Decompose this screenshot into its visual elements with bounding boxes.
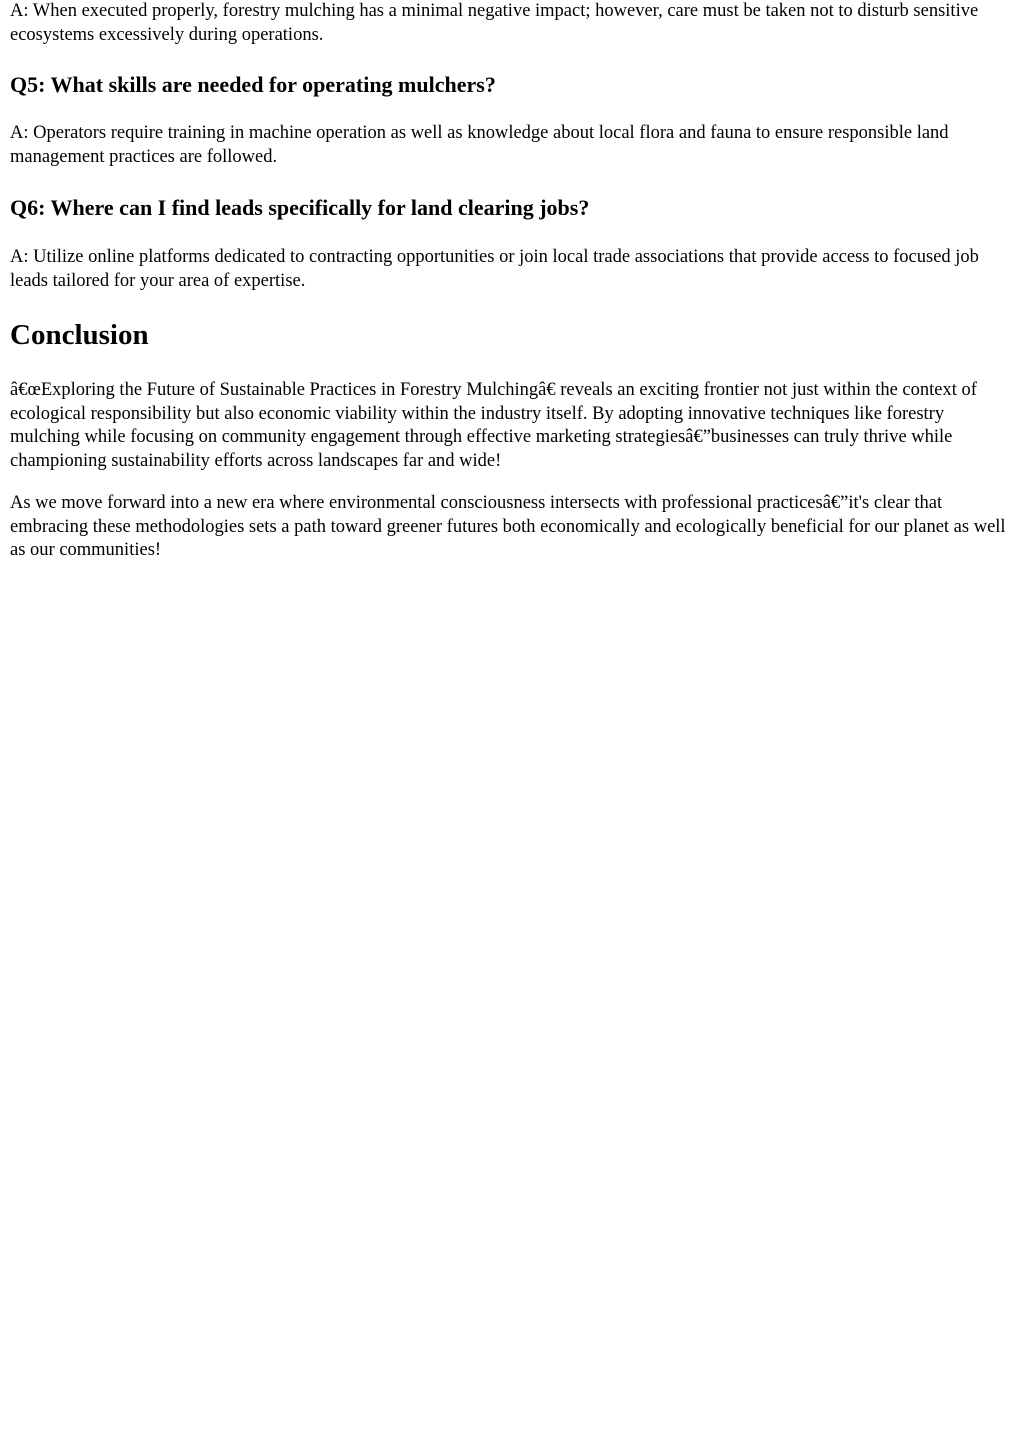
conclusion-paragraph-1: â€œExploring the Future of Sustainable Practices in Forestry Mulchingâ€ reveals an exciting frontier not just within the context of ecological responsibility but also economic viability within the industry itself. By adopting innovative techniques like forestry mulching while focusing on community engagement through effective marketing strategiesâ€”businesses can truly thrive while championing sustainability efforts across landscapes far and wide! <box>10 380 977 471</box>
faq-question-5-heading: Q5: What skills are needed for operating mulchers? <box>10 72 496 97</box>
faq-answer-5: A: Operators require training in machine operation as well as knowledge about local flora and fauna to ensure responsible land management practices are followed. <box>10 123 949 167</box>
conclusion-paragraph-2: As we move forward into a new era where environmental consciousness intersects with professional practicesâ€”it's clear that embracing these methodologies sets a path toward greener futures both economically and ecologically beneficial for our planet as well as our communities! <box>10 493 1006 560</box>
faq-answer-6: A: Utilize online platforms dedicated to contracting opportunities or join local trade associations that provide access to focused job leads tailored for your area of expertise. <box>10 247 979 291</box>
faq-answer-4: A: When executed properly, forestry mulching has a minimal negative impact; however, care must be taken not to disturb sensitive ecosystems excessively during operations. <box>10 1 979 45</box>
conclusion-heading: Conclusion <box>10 319 149 351</box>
faq-question-6-heading: Q6: Where can I find leads specifically for land clearing jobs? <box>10 195 590 220</box>
